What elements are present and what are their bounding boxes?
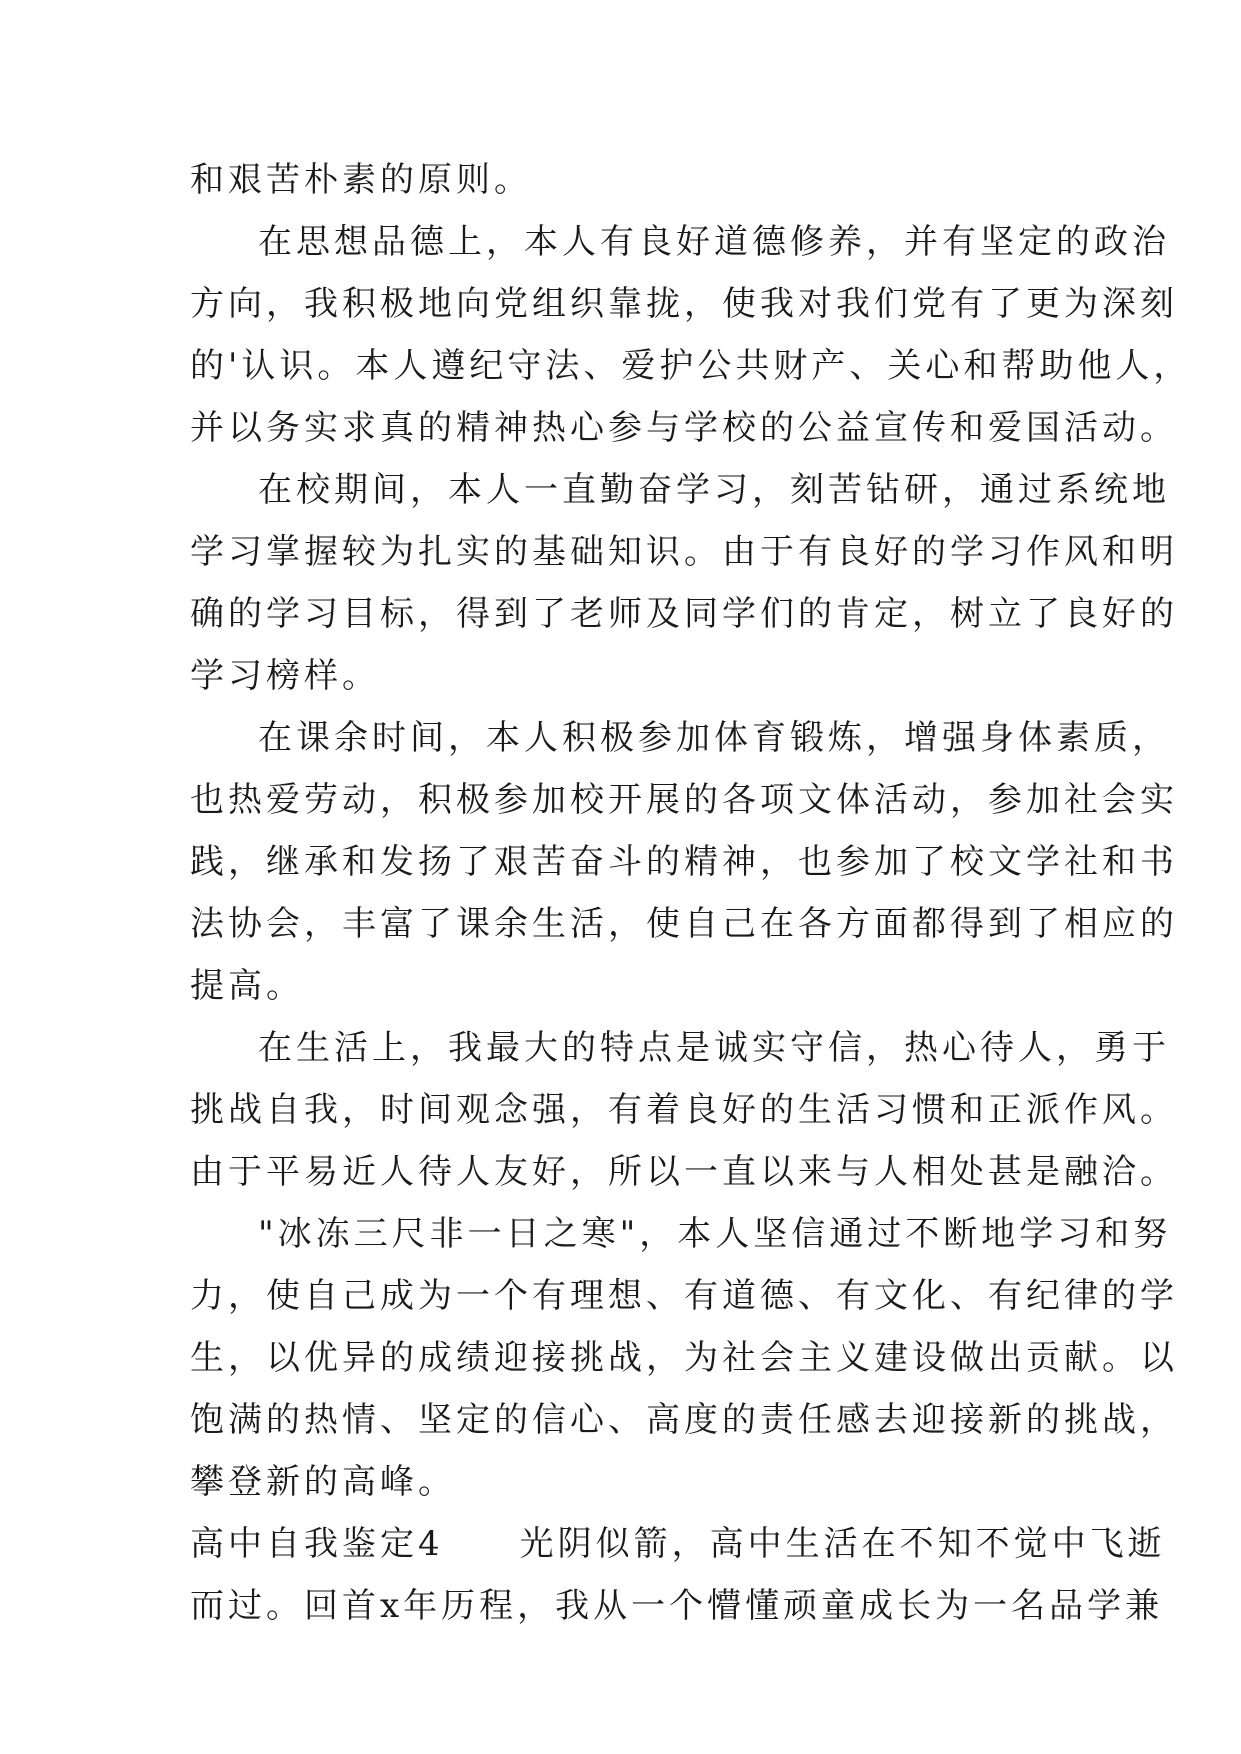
text-line: 法协会，丰富了课余生活，使自己在各方面都得到了相应的 (190, 904, 1178, 944)
text-line: 挑战自我，时间观念强，有着良好的生活习惯和正派作风。 (190, 1090, 1178, 1130)
paragraph-first-line: 在校期间，本人一直勤奋学习，刻苦钻研，通过系统地 (258, 470, 1170, 510)
section-heading-line: 高中自我鉴定4 光阴似箭，高中生活在不知不觉中飞逝 (190, 1524, 1166, 1564)
paragraph-first-line: 在生活上，我最大的特点是诚实守信，热心待人，勇于 (258, 1028, 1170, 1068)
text-line: 确的学习目标，得到了老师及同学们的肯定，树立了良好的 (190, 594, 1178, 634)
text-line: 而过。回首x年历程，我从一个懵懂顽童成长为一名品学兼 (190, 1586, 1164, 1626)
text-line: 和艰苦朴素的原则。 (190, 160, 532, 200)
text-line: 由于平易近人待人友好，所以一直以来与人相处甚是融洽。 (190, 1152, 1178, 1192)
text-line: 践，继承和发扬了艰苦奋斗的精神，也参加了校文学社和书 (190, 842, 1178, 882)
text-line: 生，以优异的成绩迎接挑战，为社会主义建设做出贡献。以 (190, 1338, 1178, 1378)
text-line: 学习掌握较为扎实的基础知识。由于有良好的学习作风和明 (190, 532, 1178, 572)
text-line: 攀登新的高峰。 (190, 1462, 456, 1502)
text-line: 方向，我积极地向党组织靠拢，使我对我们党有了更为深刻 (190, 284, 1178, 324)
text-line: 学习榜样。 (190, 656, 380, 696)
paragraph-first-line: 在思想品德上，本人有良好道德修养，并有坚定的政治 (258, 222, 1170, 262)
text-line: 饱满的热情、坚定的信心、高度的责任感去迎接新的挑战， (190, 1400, 1178, 1440)
paragraph-first-line: "冰冻三尺非一日之寒"，本人坚信通过不断地学习和努 (258, 1214, 1172, 1254)
text-line: 力，使自己成为一个有理想、有道德、有文化、有纪律的学 (190, 1276, 1178, 1316)
text-line: 提高。 (190, 966, 304, 1006)
text-line: 并以务实求真的精神热心参与学校的公益宣传和爱国活动。 (190, 408, 1178, 448)
text-line: 的'认识。本人遵纪守法、爱护公共财产、关心和帮助他人， (190, 346, 1192, 386)
text-line: 也热爱劳动，积极参加校开展的各项文体活动，参加社会实 (190, 780, 1178, 820)
paragraph-first-line: 在课余时间，本人积极参加体育锻炼，增强身体素质， (258, 718, 1170, 758)
